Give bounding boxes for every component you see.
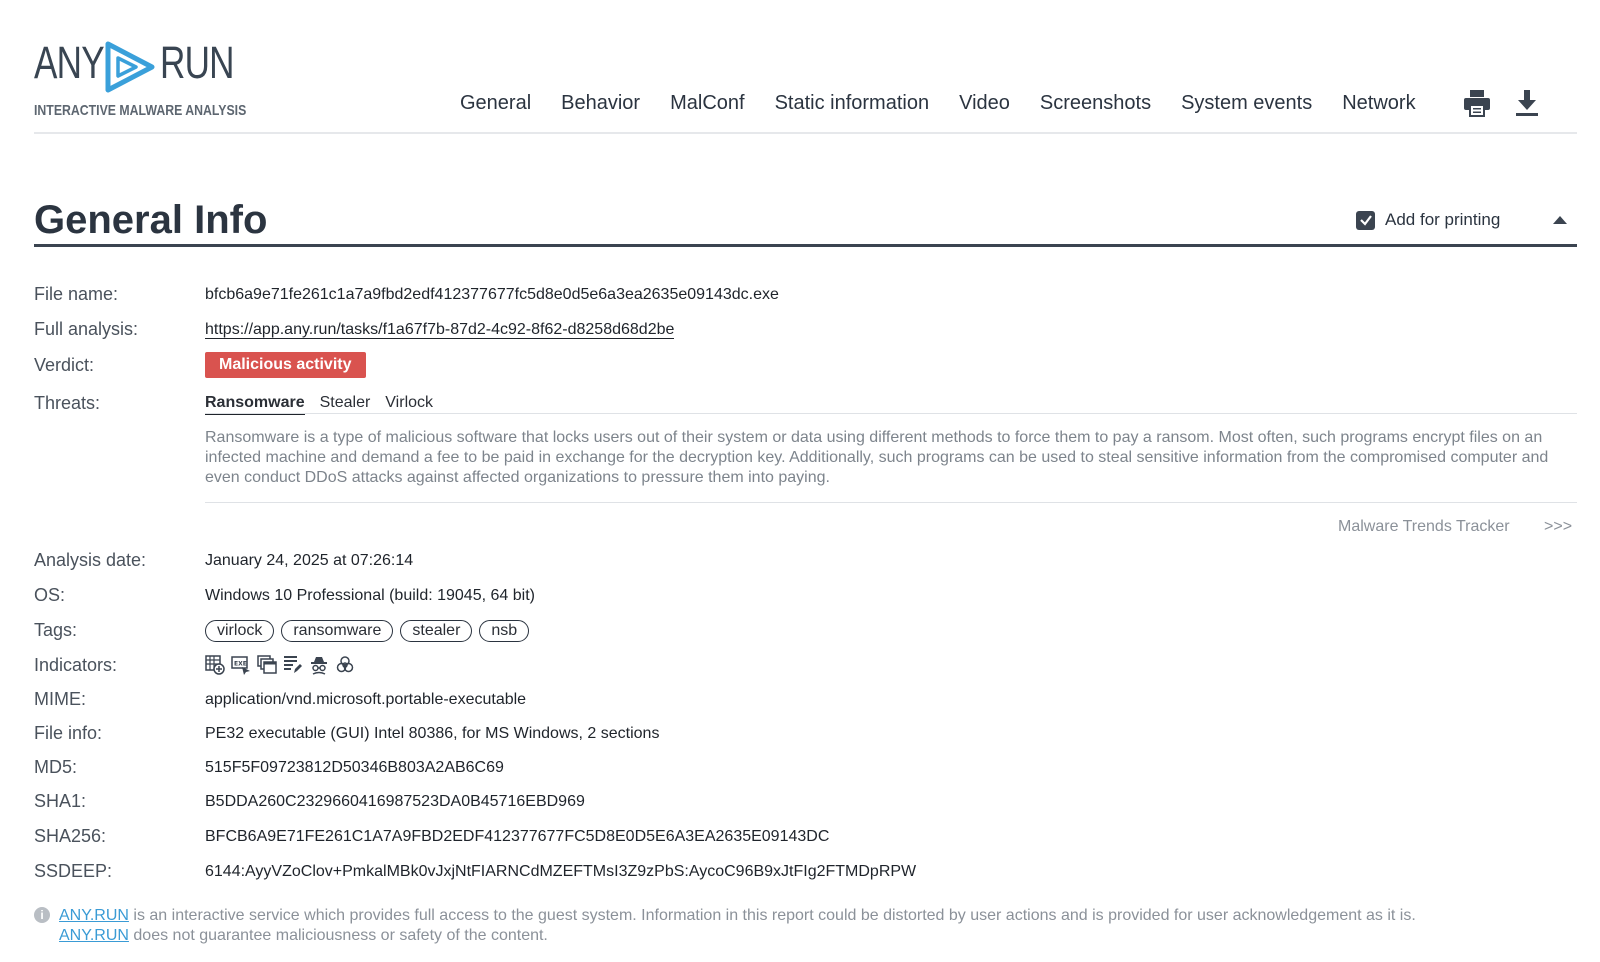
download-icon[interactable] [1512,88,1542,118]
md5-label: MD5: [34,757,78,777]
threat-tab-ransomware[interactable]: Ransomware [205,394,305,415]
analysis-date-value: January 24, 2025 at 07:26:14 [205,552,414,569]
tag-ransomware[interactable]: ransomware [281,620,393,642]
malware-trends-arrows[interactable]: >>> [1544,518,1573,535]
anyrun-link-2[interactable]: ANY.RUN [59,927,129,944]
threat-description-divider [205,502,1577,503]
disclaimer [34,906,1416,946]
file-info-value: PE32 executable (GUI) Intel 80386, for MS Windows, 2 sections [205,725,660,742]
file-name-value: bfcb6a9e71fe261c1a7a9fbd2edf412377677fc5d8e0d5e6a3ea2635e09143dc.exe [205,286,779,303]
printer-icon[interactable] [1462,88,1492,118]
full-analysis-label: Full analysis: [34,319,139,339]
report-header [34,30,1577,134]
malware-trends-tracker-link[interactable]: Malware Trends Tracker [1338,518,1510,535]
verdict-badge: Malicious activity [205,352,366,378]
verdict-label: Verdict: [34,355,95,375]
disclaimer-line-2: does not guarantee maliciousness or safety of the content. [128,927,548,944]
file-info-label: File info: [34,723,103,743]
spy-icon[interactable] [309,655,329,675]
tag-virlock[interactable]: virlock [205,620,274,642]
threat-tabs-divider [205,413,1577,414]
checkbox-checked-icon[interactable] [1356,211,1375,230]
logo-word-run: RUN [160,37,234,88]
info-icon: i [34,907,50,923]
anyrun-logo[interactable] [34,37,247,120]
nav-malconf[interactable]: MalConf [670,92,745,114]
logo-word-any: ANY [34,37,104,88]
mime-value: application/vnd.microsoft.portable-executable [205,691,527,708]
nav-network[interactable]: Network [1342,92,1416,114]
tags-label: Tags: [34,620,78,640]
sha256-label: SHA256: [34,826,107,846]
play-logo-icon [100,38,158,96]
threat-tabs [205,394,448,415]
document-edit-icon[interactable] [283,655,303,675]
threat-description: Ransomware is a type of malicious software that locks users out of their system or data using different methods to force them to pay a ransom. Most often, such programs encrypt files on an infected machine and demand a fee to be paid in exchange for the decryption key. Additionally, such programs can be used to steal sensitive information from the compromised computer and even conduct DDoS attacks against affected organizations to pressure them into paying. [205,429,1549,486]
os-value: Windows 10 Professional (build: 19045, 64 bit) [205,587,535,604]
full-analysis-link[interactable]: https://app.any.run/tasks/f1a67f7b-87d2-4c92-8f62-d8258d68d2be [205,321,675,338]
biohazard-icon[interactable] [335,655,355,675]
ssdeep-label: SSDEEP: [34,861,113,881]
md5-value: 515F5F09723812D50346B803A2AB6C69 [205,759,504,776]
section-divider [34,244,1577,247]
tags-list [205,620,536,642]
exe-icon[interactable] [231,655,251,675]
ssdeep-value: 6144:AyyVZoClov+PmkalMBk0vJxjNtFIARNCdMZEFTMsI3Z9zPbS:AycoC96B9xJtFIg2FTMDpRPW [205,863,917,880]
nav-static-information[interactable]: Static information [774,92,930,114]
disclaimer-line-1: is an interactive service which provides full access to the guest system. Information in this report could be distorted by user actions and is provided for user acknowledgement as it is. [128,907,1416,924]
add-for-printing-toggle[interactable] [1356,210,1500,230]
sha1-value: B5DDA260C2329660416987523DA0B45716EBD969 [205,793,585,810]
nav-video[interactable]: Video [959,92,1010,114]
tag-nsb[interactable]: nsb [479,620,529,642]
threat-tab-virlock[interactable]: Virlock [385,394,434,411]
sha256-value: BFCB6A9E71FE261C1A7A9FBD2EDF412377677FC5D8E0D5E6A3EA2635E09143DC [205,828,830,845]
sha1-label: SHA1: [34,791,87,811]
nav-screenshots[interactable]: Screenshots [1039,92,1152,114]
tag-stealer[interactable]: stealer [400,620,472,642]
add-for-printing-label: Add for printing [1385,210,1501,229]
svg-text:EXE: EXE [234,660,247,668]
threat-tab-stealer[interactable]: Stealer [319,394,371,411]
section-title: General Info [34,198,268,242]
anyrun-link-1[interactable]: ANY.RUN [59,907,129,924]
indicators-list [205,655,361,675]
file-name-label: File name: [34,284,119,304]
windows-icon[interactable] [257,655,277,675]
collapse-caret-icon[interactable] [1553,216,1567,224]
nav-system-events[interactable]: System events [1181,92,1313,114]
nav-general[interactable]: General [460,92,532,114]
threats-label: Threats: [34,393,101,413]
os-label: OS: [34,585,66,605]
nav-behavior[interactable]: Behavior [561,92,641,114]
analysis-date-label: Analysis date: [34,550,147,570]
logo-tagline: INTERACTIVE MALWARE ANALYSIS [34,102,247,119]
network-icon[interactable] [205,655,225,675]
mime-label: MIME: [34,689,86,709]
indicators-label: Indicators: [34,655,118,675]
top-nav [460,92,1446,115]
